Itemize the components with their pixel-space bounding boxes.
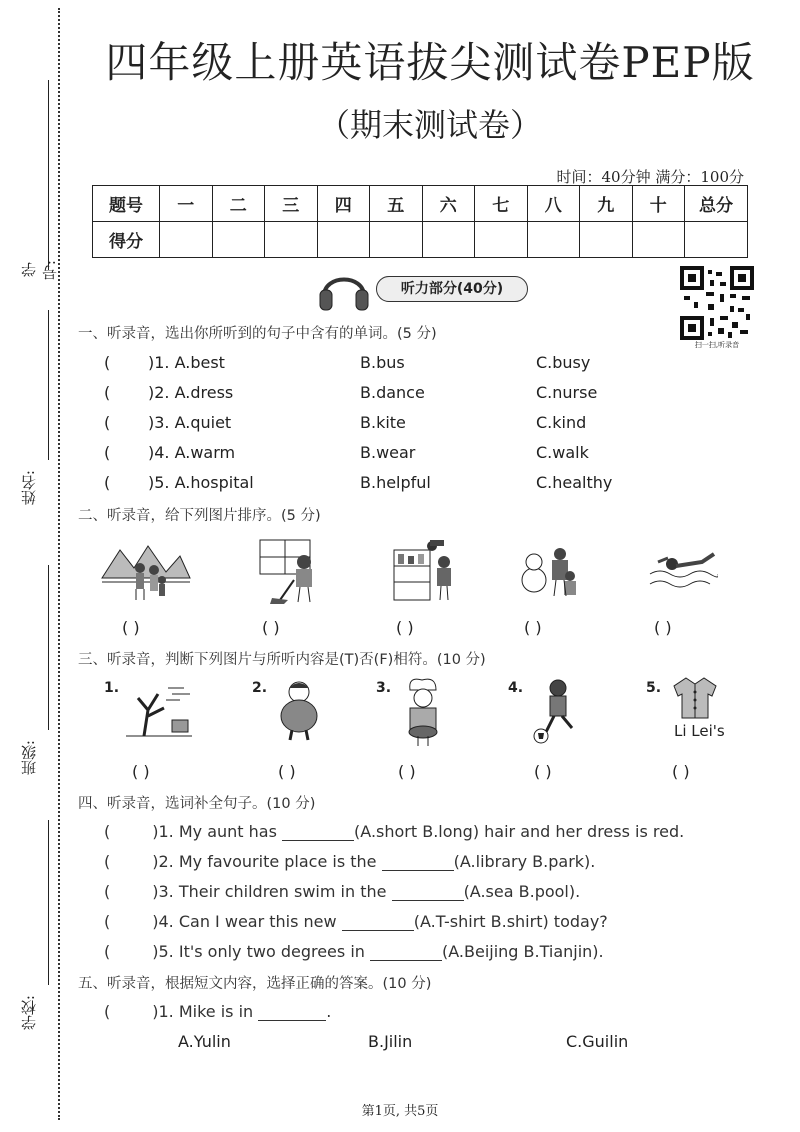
option-a: )4. A.warm bbox=[148, 443, 236, 462]
score-entry-cell[interactable] bbox=[265, 222, 318, 258]
answer-paren-open[interactable]: ( bbox=[104, 473, 111, 492]
shirt-picture bbox=[672, 676, 718, 720]
answer-paren[interactable]: ( ) bbox=[398, 762, 416, 781]
student-id-line bbox=[48, 80, 49, 270]
option-a: )5. A.hospital bbox=[148, 473, 254, 492]
option-a: )2. A.dress bbox=[148, 383, 234, 402]
answer-paren[interactable]: ( ) bbox=[654, 618, 672, 637]
score-cell: 七 bbox=[475, 186, 528, 222]
swimming-picture bbox=[648, 544, 718, 598]
score-cell: 五 bbox=[370, 186, 423, 222]
school-line bbox=[48, 820, 49, 985]
fill-blank[interactable] bbox=[370, 960, 442, 961]
qr-code-icon[interactable] bbox=[680, 266, 754, 340]
class-field[interactable] bbox=[18, 565, 48, 785]
shirt-owner-label: Li Lei's bbox=[674, 722, 725, 740]
time-score-info: 时间：40分钟 满分：100分 bbox=[556, 168, 744, 186]
score-cell: 总分 bbox=[685, 186, 748, 222]
answer-paren[interactable]: ( ) bbox=[278, 762, 296, 781]
list-item bbox=[104, 822, 684, 841]
picture-number: 2. bbox=[252, 680, 268, 696]
score-entry-cell[interactable] bbox=[632, 222, 685, 258]
option-b: B.wear bbox=[360, 443, 416, 462]
answer-paren-open[interactable]: ( bbox=[104, 383, 111, 402]
sentence-start: )1. My aunt has bbox=[152, 822, 277, 841]
score-entry-cell[interactable] bbox=[370, 222, 423, 258]
score-entry-cell[interactable] bbox=[580, 222, 633, 258]
score-entry-cell[interactable] bbox=[422, 222, 475, 258]
option-a: A.Yulin bbox=[178, 1032, 231, 1051]
question-text: )1. Mike is in bbox=[152, 1002, 254, 1021]
sentence-end: (A.sea B.pool). bbox=[463, 882, 581, 901]
score-cell: 六 bbox=[422, 186, 475, 222]
name-field[interactable] bbox=[18, 310, 48, 520]
answer-paren[interactable]: ( ) bbox=[672, 762, 690, 781]
picture-number: 1. bbox=[104, 680, 120, 696]
option-c: C.kind bbox=[536, 413, 587, 432]
option-a: )1. A.best bbox=[148, 353, 225, 372]
list-item bbox=[104, 852, 595, 871]
fill-blank[interactable] bbox=[282, 840, 354, 841]
score-entry-cell[interactable] bbox=[212, 222, 265, 258]
option-b: B.helpful bbox=[360, 473, 431, 492]
section-5-title: 五、听录音，根据短文内容，选择正确的答案。(10 分) bbox=[78, 976, 432, 992]
picture-number: 3. bbox=[376, 680, 392, 696]
list-item bbox=[104, 882, 580, 901]
answer-paren[interactable]: ( ) bbox=[262, 618, 280, 637]
sentence-end: (A.library B.park). bbox=[453, 852, 596, 871]
cook-picture bbox=[398, 676, 448, 746]
answer-paren[interactable]: ( ) bbox=[132, 762, 150, 781]
score-table-header-row bbox=[93, 186, 748, 222]
sentence-end: (A.short B.long) hair and her dress is red. bbox=[354, 822, 685, 841]
list-item bbox=[104, 942, 604, 961]
section-3-title: 三、听录音，判断下列图片与所听内容是(T)否(F)相符。(10 分) bbox=[78, 652, 486, 668]
family-mountain-picture bbox=[100, 538, 192, 604]
option-c: C.busy bbox=[536, 353, 591, 372]
sentence-end: (A.Beijing B.Tianjin). bbox=[442, 942, 604, 961]
class-line bbox=[48, 565, 49, 730]
football-boy-picture bbox=[532, 678, 586, 744]
shop-shelves-picture bbox=[392, 540, 464, 602]
answer-paren-open[interactable]: ( bbox=[104, 353, 111, 372]
sentence-start: )4. Can I wear this new bbox=[152, 912, 337, 931]
score-label-cell: 得分 bbox=[93, 222, 160, 258]
fill-blank[interactable] bbox=[382, 870, 454, 871]
school-field[interactable] bbox=[18, 820, 48, 1050]
section-4-title: 四、听录音，选词补全句子。(10 分) bbox=[78, 796, 316, 812]
sweeping-floor-picture bbox=[258, 538, 330, 604]
qr-caption: 扫一扫,听录音 bbox=[694, 341, 740, 349]
school-label: 学校: bbox=[20, 995, 38, 1031]
answer-paren[interactable]: ( ) bbox=[122, 618, 140, 637]
score-table bbox=[92, 185, 748, 258]
answer-paren-open[interactable]: ( bbox=[104, 912, 111, 931]
sentence-start: )3. Their children swim in the bbox=[152, 882, 387, 901]
answer-paren[interactable]: ( ) bbox=[524, 618, 542, 637]
picture-number: 4. bbox=[508, 680, 524, 696]
fat-boy-picture bbox=[272, 680, 326, 742]
windy-tree-picture bbox=[124, 680, 194, 740]
score-cell: 一 bbox=[160, 186, 213, 222]
page-subtitle: （期末测试卷） bbox=[317, 106, 542, 144]
name-label: 姓名: bbox=[20, 470, 38, 506]
score-cell: 十 bbox=[632, 186, 685, 222]
option-c: C.walk bbox=[536, 443, 589, 462]
option-b: B.kite bbox=[360, 413, 406, 432]
answer-paren-open[interactable]: ( bbox=[104, 882, 111, 901]
fill-blank[interactable] bbox=[342, 930, 414, 931]
answer-paren-open[interactable]: ( bbox=[104, 942, 111, 961]
fill-blank[interactable] bbox=[392, 900, 464, 901]
listening-section-header bbox=[316, 266, 546, 312]
picture-number: 5. bbox=[646, 680, 662, 696]
score-entry-cell[interactable] bbox=[527, 222, 580, 258]
option-b: B.bus bbox=[360, 353, 405, 372]
answer-paren[interactable]: ( ) bbox=[534, 762, 552, 781]
student-id-label: 学号: bbox=[20, 260, 59, 281]
binding-dotted-line bbox=[58, 8, 60, 1120]
answer-paren-open[interactable]: ( bbox=[104, 852, 111, 871]
score-entry-cell[interactable] bbox=[685, 222, 748, 258]
answer-paren-open[interactable]: ( bbox=[104, 822, 111, 841]
answer-paren[interactable]: ( ) bbox=[396, 618, 414, 637]
option-c: C.healthy bbox=[536, 473, 613, 492]
section-2-title: 二、听录音，给下列图片排序。(5 分) bbox=[78, 508, 321, 524]
section-1-title: 一、听录音，选出你所听到的句子中含有的单词。(5 分) bbox=[78, 326, 437, 342]
answer-paren-open[interactable]: ( bbox=[104, 1002, 111, 1021]
sentence-end: (A.T-shirt B.shirt) today? bbox=[413, 912, 608, 931]
score-entry-cell[interactable] bbox=[317, 222, 370, 258]
score-cell: 八 bbox=[527, 186, 580, 222]
score-table-score-row bbox=[93, 222, 748, 258]
headphones-icon bbox=[316, 266, 372, 312]
page-footer: 第1页, 共5页 bbox=[361, 1104, 439, 1119]
score-entry-cell[interactable] bbox=[160, 222, 213, 258]
listening-label: 听力部分(40分) bbox=[376, 276, 528, 302]
option-b: B.Jilin bbox=[368, 1032, 413, 1051]
option-a: )3. A.quiet bbox=[148, 413, 232, 432]
score-cell: 题号 bbox=[93, 186, 160, 222]
option-c: C.Guilin bbox=[566, 1032, 629, 1051]
option-c: C.nurse bbox=[536, 383, 598, 402]
page-title: 四年级上册英语拔尖测试卷PEP版 bbox=[105, 38, 755, 87]
sentence-start: )5. It's only two degrees in bbox=[152, 942, 365, 961]
student-id-field[interactable] bbox=[18, 60, 59, 281]
class-label: 班级: bbox=[20, 740, 38, 776]
sentence-start: )2. My favourite place is the bbox=[152, 852, 377, 871]
score-cell: 二 bbox=[212, 186, 265, 222]
fill-blank[interactable] bbox=[258, 1020, 326, 1021]
score-entry-cell[interactable] bbox=[475, 222, 528, 258]
score-cell: 九 bbox=[580, 186, 633, 222]
answer-paren-open[interactable]: ( bbox=[104, 443, 111, 462]
list-item: ( )1. Mike is in . bbox=[104, 1002, 332, 1021]
name-line bbox=[48, 310, 49, 460]
score-cell: 四 bbox=[317, 186, 370, 222]
list-item bbox=[104, 912, 608, 931]
snowman-kids-picture bbox=[518, 540, 584, 602]
score-cell: 三 bbox=[265, 186, 318, 222]
option-b: B.dance bbox=[360, 383, 425, 402]
answer-paren-open[interactable]: ( bbox=[104, 413, 111, 432]
